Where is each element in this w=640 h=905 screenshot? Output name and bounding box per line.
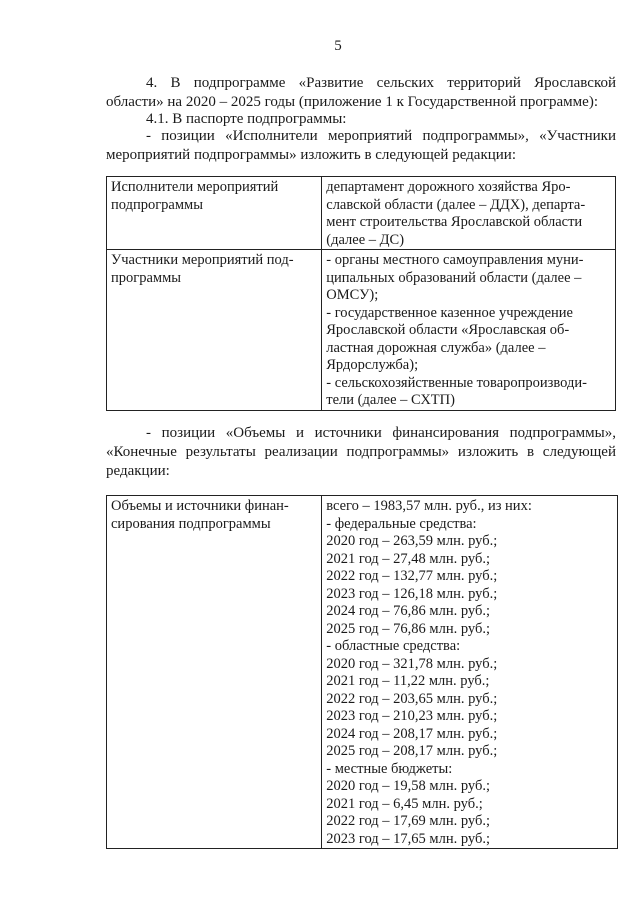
value-line: 2024 год – 208,17 млн. руб.; bbox=[326, 725, 498, 742]
row-label: Участники мероприятий под-программы bbox=[107, 250, 322, 411]
row-label: Объемы и источники финан-сирования подпрограммы bbox=[107, 496, 322, 849]
value-line: славской области (далее – ДДХ), департа- bbox=[326, 196, 586, 213]
row-value bbox=[322, 250, 616, 411]
value-line: 2022 год – 17,69 млн. руб.; bbox=[326, 813, 490, 829]
value-line: 2022 год – 203,65 млн. руб.; bbox=[326, 690, 498, 707]
row-value bbox=[322, 177, 616, 250]
value-line: 2025 год – 76,86 млн. руб.; bbox=[326, 620, 490, 637]
value-line: (далее – ДС) bbox=[326, 231, 405, 248]
passport-table-financing bbox=[106, 495, 618, 849]
table-row bbox=[107, 250, 616, 411]
value-line: 2023 год – 210,23 млн. руб.; bbox=[326, 708, 498, 724]
value-line: мент строительства Ярославской области bbox=[326, 214, 583, 230]
value-line: ципальных образований области (далее – bbox=[326, 269, 582, 286]
value-line: 2025 год – 208,17 млн. руб.; bbox=[326, 743, 498, 759]
item-4-paragraph: 4. В подпрограмме «Развитие сельских территорий Ярославской области» на 2020 – 2025 годы (приложение 1 к Государственной программе): bbox=[106, 75, 616, 110]
row-value bbox=[322, 496, 618, 849]
table-row bbox=[107, 177, 616, 250]
value-line: ОМСУ); bbox=[326, 287, 379, 303]
value-line: тели (далее – СХТП) bbox=[326, 392, 455, 408]
value-line: Ярославской области «Ярославская об- bbox=[326, 322, 570, 338]
passport-table-executors bbox=[106, 176, 616, 411]
value-line: - областные средства: bbox=[326, 638, 461, 654]
value-line: департамент дорожного хозяйства Яро- bbox=[326, 179, 571, 195]
row-label: Исполнители мероприятий подпрограммы bbox=[107, 177, 322, 250]
value-line: Ярдорслужба); bbox=[326, 357, 419, 373]
value-line: - федеральные средства: bbox=[326, 515, 477, 532]
value-line: - государственное казенное учреждение bbox=[326, 304, 573, 321]
value-line: - сельскохозяйственные товаропроизводи- bbox=[326, 374, 587, 391]
value-line: 2023 год – 126,18 млн. руб.; bbox=[326, 585, 498, 602]
value-line: ластная дорожная служба» (далее – bbox=[326, 339, 546, 356]
value-line: 2020 год – 321,78 млн. руб.; bbox=[326, 655, 498, 672]
value-line: 2024 год – 76,86 млн. руб.; bbox=[326, 603, 490, 619]
value-line: - органы местного самоуправления муни- bbox=[326, 252, 584, 268]
value-line: 2020 год – 263,59 млн. руб.; bbox=[326, 533, 498, 549]
value-line: 2023 год – 17,65 млн. руб.; bbox=[326, 830, 490, 847]
value-line: 2021 год – 6,45 млн. руб.; bbox=[326, 795, 483, 812]
value-line: - местные бюджеты: bbox=[326, 760, 453, 777]
table-row bbox=[107, 496, 618, 849]
value-line: 2022 год – 132,77 млн. руб.; bbox=[326, 568, 498, 584]
value-line: 2021 год – 11,22 млн. руб.; bbox=[326, 673, 490, 689]
value-line: 2021 год – 27,48 млн. руб.; bbox=[326, 550, 490, 567]
position-1-paragraph: - позиции «Исполнители мероприятий подпрограммы», «Участники мероприятий подпрограммы» изложить в следующей редакции: bbox=[106, 128, 616, 163]
value-line: всего – 1983,57 млн. руб., из них: bbox=[326, 498, 532, 514]
item-4-1-paragraph: 4.1. В паспорте подпрограммы: bbox=[146, 111, 347, 127]
position-2-paragraph: - позиции «Объемы и источники финансирования подпрограммы», «Конечные результаты реализации подпрограммы» изложить в следующей редакции: bbox=[106, 425, 616, 479]
page-number: 5 bbox=[334, 38, 342, 54]
value-line: 2020 год – 19,58 млн. руб.; bbox=[326, 778, 490, 794]
